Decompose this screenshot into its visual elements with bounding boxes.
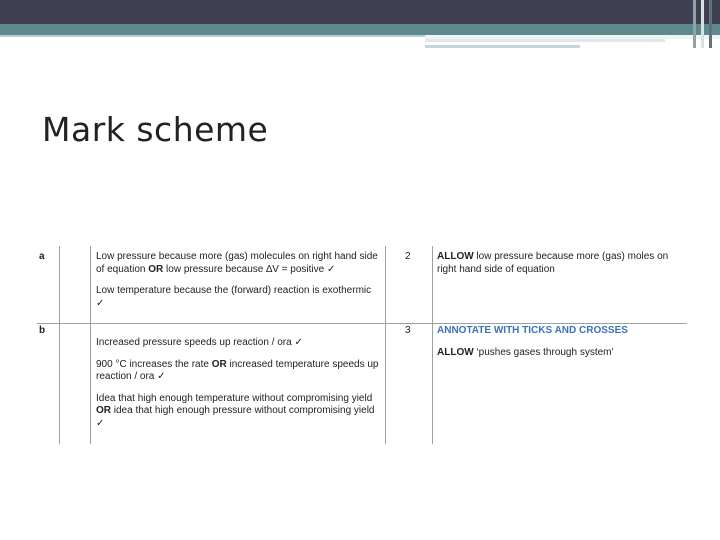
- marks-value: 2: [405, 251, 411, 262]
- answer-point: Low pressure because more (gas) molecules on right hand side of equation OR low pressure because ∆V = positive ✓: [96, 251, 378, 275]
- header-band: [0, 24, 720, 35]
- header-bar: [0, 0, 720, 24]
- marks-value: 3: [405, 325, 411, 336]
- corner-decoration: [665, 0, 720, 48]
- part-label: b: [39, 325, 46, 336]
- guidance-cell: [437, 325, 687, 368]
- answer-point: Low temperature because the (forward) reaction is exothermic ✓: [96, 285, 372, 309]
- row-divider: [37, 323, 687, 324]
- answer-point: Increased pressure speeds up reaction / ora ✓: [96, 337, 303, 348]
- slide-title: Mark scheme: [42, 110, 269, 149]
- mark-scheme-table: [37, 246, 687, 444]
- answer-point: 900 °C increases the rate OR increased temperature speeds up reaction / ora ✓: [96, 358, 379, 382]
- answer-cell: [96, 251, 380, 319]
- guidance-point: ALLOW low pressure because more (gas) moles on right hand side of equation: [437, 251, 669, 275]
- guidance-cell: [437, 251, 687, 285]
- column-divider: [432, 246, 433, 444]
- decorative-stripe: [425, 39, 665, 42]
- answer-cell: [96, 337, 380, 439]
- column-divider: [385, 246, 386, 444]
- guidance-point: ALLOW ‘pushes gases through system’: [437, 346, 614, 358]
- column-divider: [90, 246, 91, 444]
- part-label: a: [39, 251, 45, 262]
- decorative-stripe: [425, 45, 580, 48]
- column-divider: [59, 246, 60, 444]
- answer-point: Idea that high enough temperature without compromising yield OR idea that high enough pressure without compromising yield ✓: [96, 392, 375, 429]
- decorative-stripe: [0, 35, 425, 37]
- guidance-point: ANNOTATE WITH TICKS AND CROSSES: [437, 325, 628, 336]
